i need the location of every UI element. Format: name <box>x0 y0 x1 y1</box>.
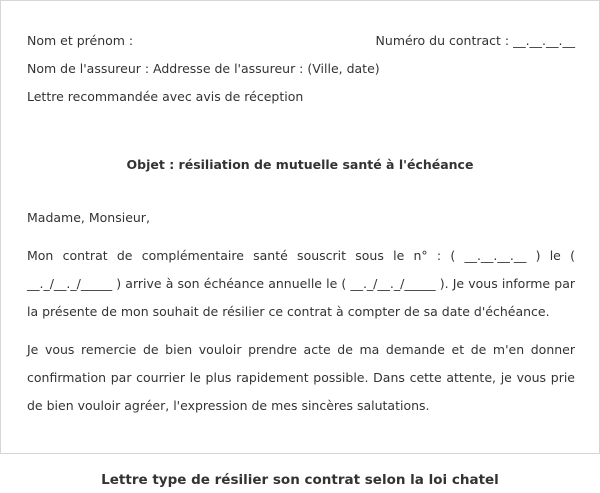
insurer-line: Nom de l'assureur : Addresse de l'assureur : (Ville, date) <box>27 61 380 76</box>
letter-subject: Objet : résiliation de mutuelle santé à l'échéance <box>126 157 474 172</box>
letter-greeting: Madame, Monsieur, <box>27 210 150 225</box>
letter-paragraph-closing: Je vous remercie de bien vouloir prendre acte de ma demande et de m'en donner confirmation par courrier le plus rapidement possible. Dans cette attente, je vous prie de bien vouloir agréer, l'expression de mes sincères salutations. <box>27 342 575 413</box>
registered-mail-line: Lettre recommandée avec avis de réception <box>27 89 304 104</box>
figure-caption: Lettre type de résilier son contrat selon la loi chatel <box>101 472 499 488</box>
letter-paragraph-contract: Mon contrat de complémentaire santé souscrit sous le n° : ( __.__.__.__ ) le ( __._/__._/_____ ) arrive à son échéance annuelle le ( __._/__._/_____ ). Je vous informe par la présente de mon souhait de résilier ce contrat à compter de sa date d'échéance. <box>27 248 575 319</box>
name-label: Nom et prénom : <box>27 33 134 48</box>
contract-number-label: Numéro du contract : __.__.__.__ <box>375 33 575 48</box>
